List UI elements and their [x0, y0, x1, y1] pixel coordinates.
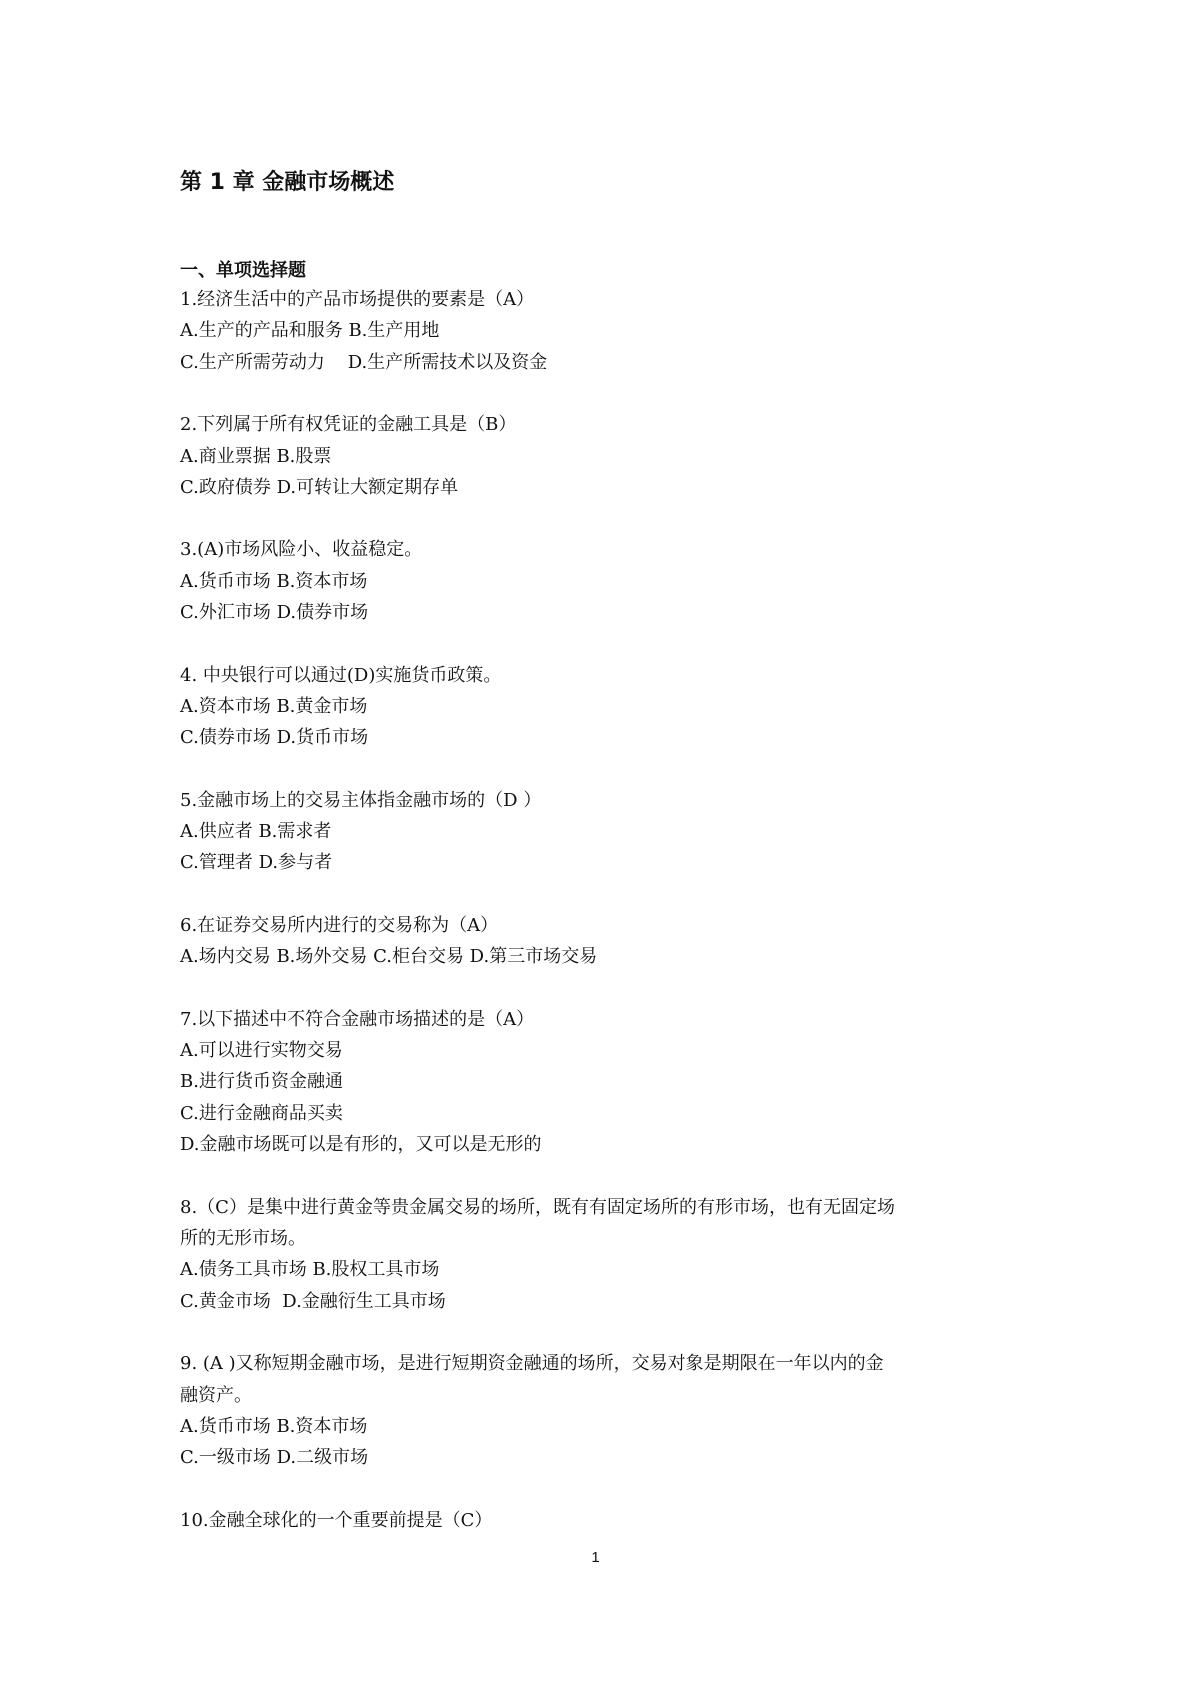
section-title: 一、单项选择题	[180, 260, 306, 281]
question-line: A.资本市场 B.黄金市场	[180, 695, 368, 717]
question-text: 1.经济生活中的产品市场提供的要素是（A）	[180, 289, 535, 310]
question-line: A.生产的产品和服务 B.生产用地	[180, 320, 440, 342]
question-line: B.进行货币资金融通	[180, 1071, 343, 1093]
question-text: 3.(A)市场风险小、收益稳定。	[180, 539, 423, 561]
question-4	[180, 660, 1020, 754]
question-line: A.供应者 B.需求者	[180, 821, 332, 843]
question-line: A.场内交易 B.场外交易 C.柜台交易 D.第三市场交易	[180, 946, 598, 968]
question-8	[180, 1192, 1020, 1318]
question-line: C.债券市场 D.货币市场	[180, 727, 369, 749]
question-text: 7.以下描述中不符合金融市场描述的是（A）	[180, 1008, 535, 1030]
page-number: 1	[591, 1549, 600, 1566]
question-6	[180, 910, 1020, 973]
question-text: 4. 中央银行可以通过(D)实施货币政策。	[180, 664, 502, 686]
question-3	[180, 534, 1020, 628]
question-text: 6.在证券交易所内进行的交易称为（A）	[180, 914, 499, 936]
question-line: C.外汇市场 D.债券市场	[180, 602, 369, 624]
question-line: C.进行金融商品买卖	[180, 1102, 343, 1124]
question-line: C.黄金市场 D.金融衍生工具市场	[180, 1290, 446, 1312]
question-text: 9. (A )又称短期金融市场，是进行短期资金融通的场所，交易对象是期限在一年以内的金	[180, 1353, 884, 1375]
question-line: A.可以进行实物交易	[180, 1040, 343, 1062]
question-1	[180, 284, 1020, 378]
question-text: 5.金融市场上的交易主体指金融市场的（D ）	[180, 789, 542, 811]
question-list	[180, 284, 1020, 1567]
question-line: A.货币市场 B.资本市场	[180, 570, 368, 592]
question-line: C.政府债券 D.可转让大额定期存单	[180, 476, 459, 498]
question-line: D.金融市场既可以是有形的，又可以是无形的	[180, 1134, 542, 1156]
question-text: 8.（C）是集中进行黄金等贵金属交易的场所，既有有固定场所的有形市场，也有无固定场	[180, 1196, 895, 1218]
question-text: 2.下列属于所有权凭证的金融工具是（B）	[180, 414, 517, 436]
question-9	[180, 1348, 1020, 1474]
question-line: C.生产所需劳动力 D.生产所需技术以及资金	[180, 351, 548, 373]
question-line: 所的无形市场。	[180, 1227, 306, 1249]
question-2	[180, 409, 1020, 503]
question-line: A.货币市场 B.资本市场	[180, 1415, 368, 1437]
question-7	[180, 1004, 1020, 1161]
question-text: 10.金融全球化的一个重要前提是（C）	[180, 1509, 493, 1531]
question-10	[180, 1505, 1020, 1536]
question-5	[180, 785, 1020, 879]
question-line: A.商业票据 B.股票	[180, 445, 332, 467]
chapter-title: 第 1 章 金融市场概述	[180, 170, 395, 195]
question-line: A.债务工具市场 B.股权工具市场	[180, 1259, 440, 1281]
question-line: C.一级市场 D.二级市场	[180, 1447, 369, 1469]
question-line: 融资产。	[180, 1384, 252, 1406]
question-line: C.管理者 D.参与者	[180, 852, 333, 874]
